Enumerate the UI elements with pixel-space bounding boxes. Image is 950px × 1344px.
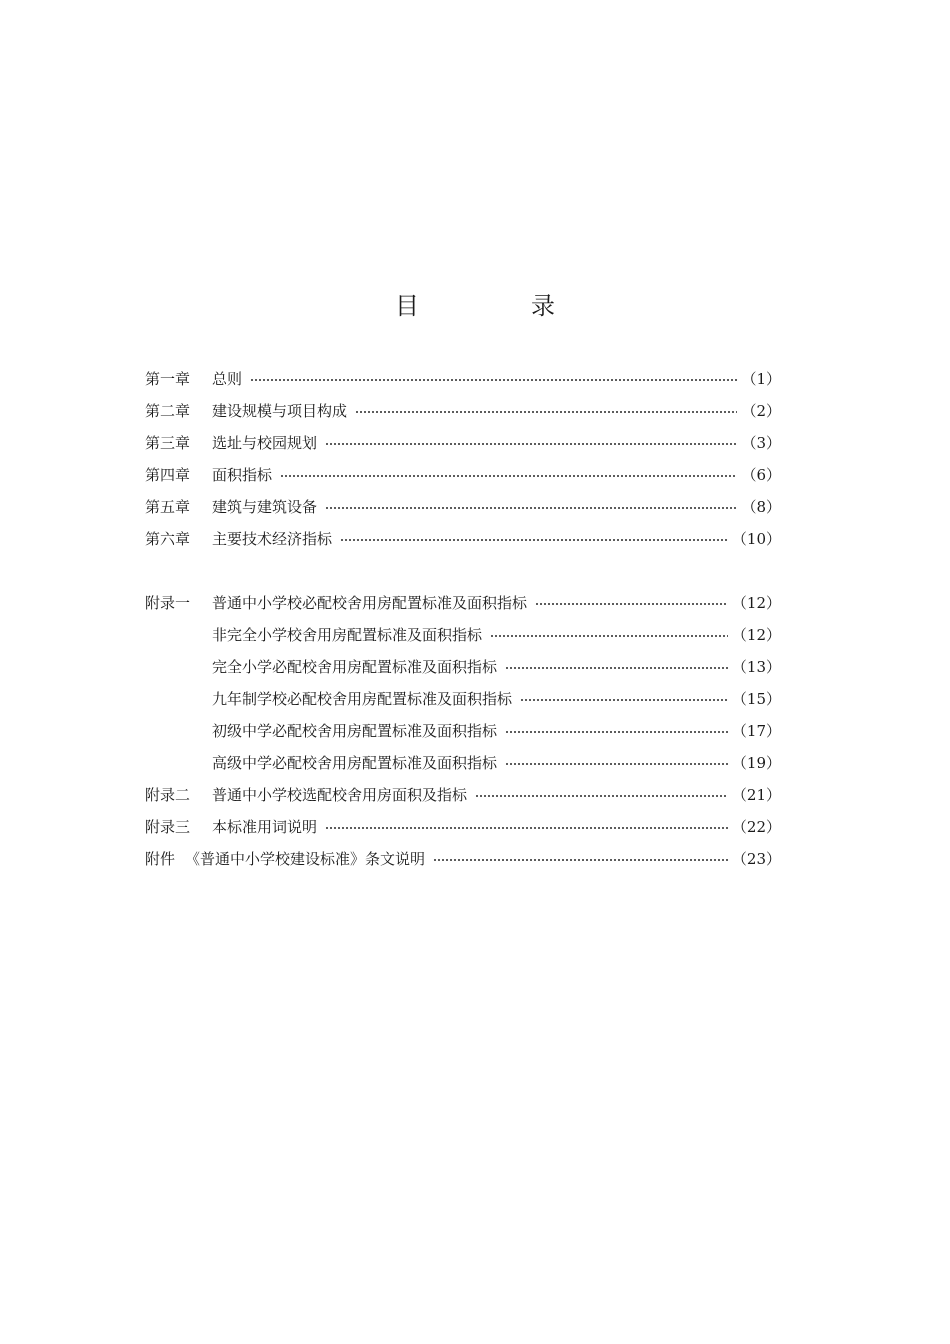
toc-entry-page: （6） xyxy=(741,466,781,484)
toc-entry-title: 高级中学必配校舍用房配置标准及面积指标 xyxy=(212,754,498,772)
toc-entry-label: 第四章 xyxy=(145,466,191,484)
toc-entry-title: 本标准用词说明 xyxy=(212,818,318,836)
dot-leader xyxy=(340,539,728,541)
dot-leader xyxy=(505,667,728,669)
toc-entry-page: （21） xyxy=(731,786,781,804)
toc-entry-chapter-4[interactable] xyxy=(145,459,781,491)
toc-entry-appendix-1-sub-1[interactable] xyxy=(145,619,781,651)
toc-entry-appendix-1[interactable] xyxy=(145,587,781,619)
dot-leader xyxy=(475,795,728,797)
toc-entry-page: （19） xyxy=(731,754,781,772)
dot-leader xyxy=(250,379,737,381)
toc-entry-page: （12） xyxy=(731,626,781,644)
toc-entry-title: 普通中小学校必配校舍用房配置标准及面积指标 xyxy=(212,594,528,612)
dot-leader xyxy=(490,635,728,637)
toc-entry-chapter-1[interactable] xyxy=(145,363,781,395)
toc-entry-appendix-1-sub-3[interactable] xyxy=(145,683,781,715)
toc-entry-title: 《普通中小学校建设标准》条文说明 xyxy=(185,850,426,868)
dot-leader xyxy=(433,859,728,861)
dot-leader xyxy=(325,443,737,445)
toc-entry-title: 九年制学校必配校舍用房配置标准及面积指标 xyxy=(212,690,513,708)
toc-entry-label: 第一章 xyxy=(145,370,191,388)
toc-entry-appendix-1-sub-2[interactable] xyxy=(145,651,781,683)
dot-leader xyxy=(280,475,737,477)
toc-entry-title: 主要技术经济指标 xyxy=(212,530,333,548)
toc-entry-appendix-1-sub-5[interactable] xyxy=(145,747,781,779)
dot-leader xyxy=(535,603,728,605)
toc-entry-chapter-6[interactable] xyxy=(145,523,781,555)
toc-entry-label: 附录三 xyxy=(145,818,191,836)
toc-entry-page: （23） xyxy=(731,850,781,868)
dot-leader xyxy=(505,763,728,765)
toc-entry-attachment[interactable] xyxy=(145,843,781,875)
page-title: 目 录 xyxy=(395,292,599,320)
toc-entry-title: 初级中学必配校舍用房配置标准及面积指标 xyxy=(212,722,498,740)
dot-leader xyxy=(325,827,728,829)
toc-entry-title: 普通中小学校选配校舍用房面积及指标 xyxy=(212,786,468,804)
toc-entry-page: （3） xyxy=(741,434,781,452)
toc-entry-appendix-3[interactable] xyxy=(145,811,781,843)
toc-entry-appendix-1-sub-4[interactable] xyxy=(145,715,781,747)
toc-entry-page: （12） xyxy=(731,594,781,612)
toc-entry-label: 附录一 xyxy=(145,594,191,612)
table-of-contents xyxy=(145,363,781,875)
toc-entry-title: 非完全小学校舍用房配置标准及面积指标 xyxy=(212,626,483,644)
toc-entry-chapter-5[interactable] xyxy=(145,491,781,523)
toc-entry-label: 第二章 xyxy=(145,402,191,420)
toc-entry-appendix-2[interactable] xyxy=(145,779,781,811)
toc-entry-label: 第六章 xyxy=(145,530,191,548)
toc-entry-page: （8） xyxy=(741,498,781,516)
toc-entry-chapter-2[interactable] xyxy=(145,395,781,427)
dot-leader xyxy=(325,507,737,509)
toc-entry-page: （2） xyxy=(741,402,781,420)
toc-entry-page: （22） xyxy=(731,818,781,836)
toc-entry-title: 完全小学必配校舍用房配置标准及面积指标 xyxy=(212,658,498,676)
toc-entry-page: （1） xyxy=(741,370,781,388)
toc-entry-label: 第三章 xyxy=(145,434,191,452)
toc-entry-page: （10） xyxy=(731,530,781,548)
toc-entry-page: （13） xyxy=(731,658,781,676)
toc-entry-page: （17） xyxy=(731,722,781,740)
toc-entry-page: （15） xyxy=(731,690,781,708)
dot-leader xyxy=(520,699,728,701)
dot-leader xyxy=(505,731,728,733)
toc-entry-title: 面积指标 xyxy=(212,466,273,484)
toc-entry-label: 附录二 xyxy=(145,786,191,804)
toc-entry-label: 附件 xyxy=(145,850,176,868)
toc-entry-label: 第五章 xyxy=(145,498,191,516)
toc-entry-title: 建筑与建筑设备 xyxy=(212,498,318,516)
toc-entry-chapter-3[interactable] xyxy=(145,427,781,459)
toc-entry-title: 总则 xyxy=(212,370,243,388)
toc-entry-title: 选址与校园规划 xyxy=(212,434,318,452)
toc-entry-title: 建设规模与项目构成 xyxy=(212,402,348,420)
dot-leader xyxy=(355,411,737,413)
